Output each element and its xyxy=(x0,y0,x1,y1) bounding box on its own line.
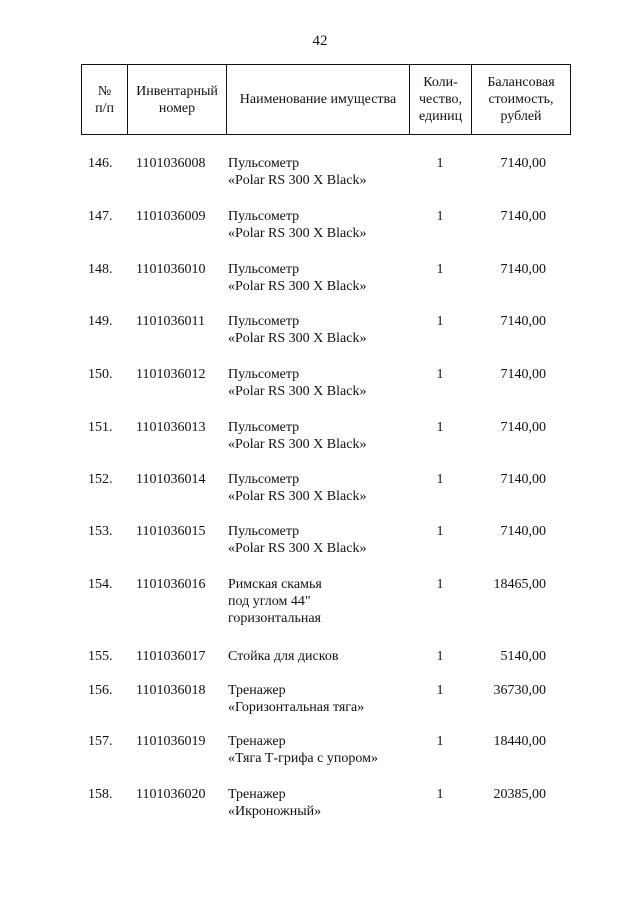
property-name: Пульсометр «Polar RS 300 X Black» xyxy=(228,420,367,452)
balance-cost: 7140,00 xyxy=(500,209,546,224)
column-header-cost: Балансовая стоимость, рублей xyxy=(472,65,571,135)
column-header-num: № п/п xyxy=(82,65,128,135)
quantity: 1 xyxy=(436,262,444,277)
balance-cost: 36730,00 xyxy=(493,683,546,698)
property-name: Тренажер «Горизонтальная тяга» xyxy=(228,683,365,715)
row-number: 158. xyxy=(88,787,113,802)
balance-cost: 7140,00 xyxy=(500,420,546,435)
inventory-number: 1101036018 xyxy=(136,683,206,698)
inventory-number: 1101036011 xyxy=(136,314,205,329)
row-number: 155. xyxy=(88,649,113,664)
balance-cost: 5140,00 xyxy=(500,649,546,664)
inventory-number: 1101036008 xyxy=(136,156,206,171)
quantity: 1 xyxy=(436,787,444,802)
property-name: Пульсометр «Polar RS 300 X Black» xyxy=(228,262,367,294)
inventory-number: 1101036015 xyxy=(136,524,206,539)
quantity: 1 xyxy=(436,156,444,171)
property-name: Пульсометр «Polar RS 300 X Black» xyxy=(228,472,367,504)
property-name: Стойка для дисков xyxy=(228,649,339,664)
inventory-number: 1101036019 xyxy=(136,734,206,749)
inventory-number: 1101036016 xyxy=(136,577,206,592)
balance-cost: 7140,00 xyxy=(500,314,546,329)
column-header-qty: Коли- чество, единиц xyxy=(410,65,472,135)
quantity: 1 xyxy=(436,683,444,698)
property-name: Тренажер «Икроножный» xyxy=(228,787,322,819)
inventory-number: 1101036010 xyxy=(136,262,206,277)
property-name: Пульсометр «Polar RS 300 X Black» xyxy=(228,524,367,556)
balance-cost: 18440,00 xyxy=(493,734,546,749)
row-number: 146. xyxy=(88,156,113,171)
row-number: 152. xyxy=(88,472,113,487)
balance-cost: 7140,00 xyxy=(500,156,546,171)
property-name: Пульсометр «Polar RS 300 X Black» xyxy=(228,367,367,399)
inventory-number: 1101036017 xyxy=(136,649,206,664)
balance-cost: 7140,00 xyxy=(500,367,546,382)
property-name: Пульсометр «Polar RS 300 X Black» xyxy=(228,314,367,346)
balance-cost: 7140,00 xyxy=(500,472,546,487)
quantity: 1 xyxy=(436,734,444,749)
property-name: Тренажер «Тяга Т-грифа с упором» xyxy=(228,734,378,766)
balance-cost: 7140,00 xyxy=(500,524,546,539)
property-name: Пульсометр «Polar RS 300 X Black» xyxy=(228,209,367,241)
row-number: 147. xyxy=(88,209,113,224)
row-number: 151. xyxy=(88,420,113,435)
row-number: 149. xyxy=(88,314,113,329)
balance-cost: 7140,00 xyxy=(500,262,546,277)
row-number: 156. xyxy=(88,683,113,698)
inventory-number: 1101036013 xyxy=(136,420,206,435)
quantity: 1 xyxy=(436,209,444,224)
inventory-number: 1101036020 xyxy=(136,787,206,802)
inventory-number: 1101036009 xyxy=(136,209,206,224)
page-number: 42 xyxy=(312,33,328,49)
column-header-inventory: Инвентарный номер xyxy=(128,65,227,135)
inventory-number: 1101036014 xyxy=(136,472,206,487)
balance-cost: 18465,00 xyxy=(493,577,546,592)
row-number: 154. xyxy=(88,577,113,592)
row-number: 150. xyxy=(88,367,113,382)
quantity: 1 xyxy=(436,649,444,664)
quantity: 1 xyxy=(436,367,444,382)
property-name: Римская скамья под углом 44" горизонтальная xyxy=(228,577,322,626)
quantity: 1 xyxy=(436,577,444,592)
row-number: 157. xyxy=(88,734,113,749)
property-name: Пульсометр «Polar RS 300 X Black» xyxy=(228,156,367,188)
row-number: 148. xyxy=(88,262,113,277)
column-header-name: Наименование имущества xyxy=(227,65,410,135)
quantity: 1 xyxy=(436,524,444,539)
inventory-number: 1101036012 xyxy=(136,367,206,382)
quantity: 1 xyxy=(436,314,444,329)
quantity: 1 xyxy=(436,420,444,435)
quantity: 1 xyxy=(436,472,444,487)
balance-cost: 20385,00 xyxy=(493,787,546,802)
row-number: 153. xyxy=(88,524,113,539)
